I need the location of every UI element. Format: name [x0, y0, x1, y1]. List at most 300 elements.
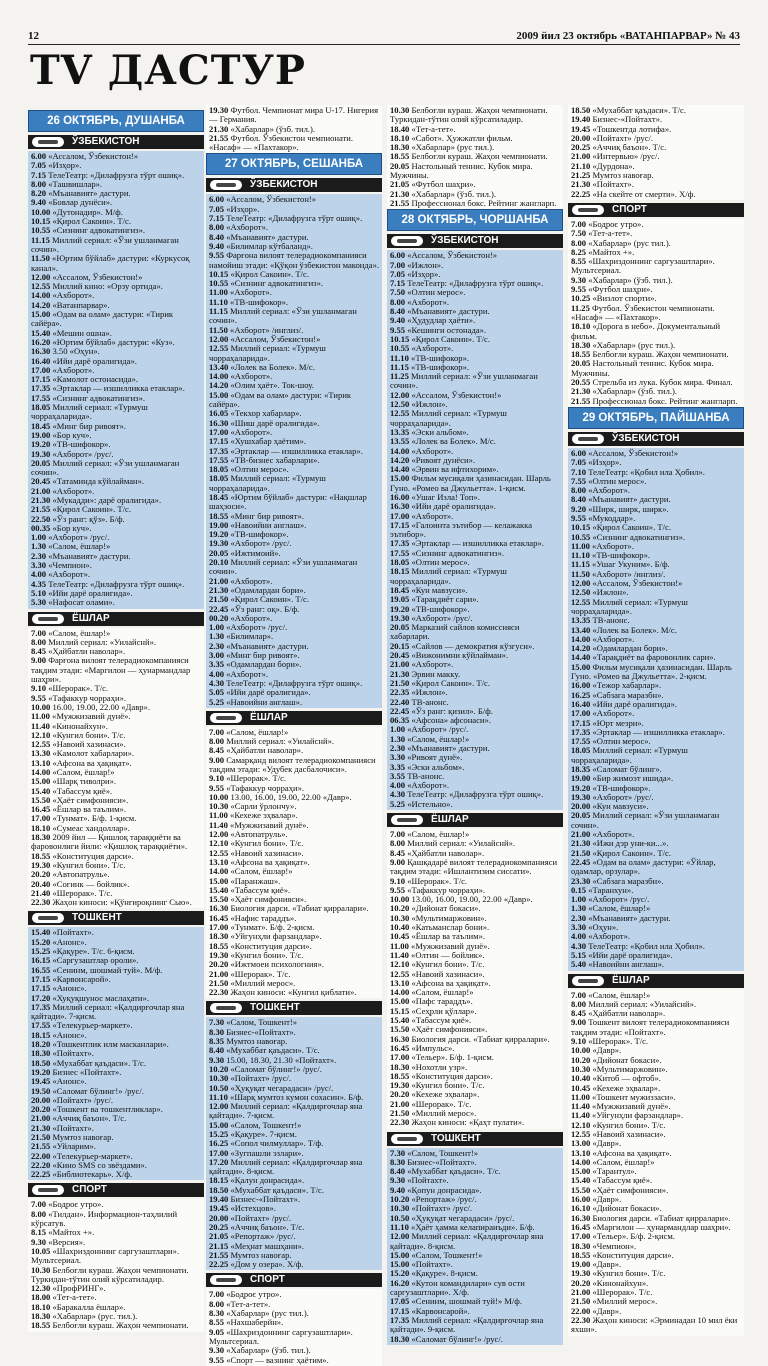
- program-title: Мумтоз навоғар.: [230, 1249, 292, 1260]
- program-time: 3.30: [390, 752, 408, 763]
- channel-header: [387, 1132, 563, 1146]
- program-item: [570, 960, 742, 969]
- program-title: Миллий сериал: «Ўзи ушланмаган сочин».: [390, 371, 538, 391]
- program-title: «Давр».: [592, 1305, 622, 1316]
- program-time: 10.50: [390, 1212, 412, 1223]
- program-title: «Сарли ўрлончу».: [230, 801, 297, 812]
- program-item: [30, 898, 202, 907]
- program-title: «Қақуре». 8-қисм.: [411, 1268, 478, 1279]
- program-time: 12.00: [209, 333, 231, 344]
- program-item: [208, 558, 380, 577]
- program-time: 17.55: [31, 1020, 53, 1031]
- program-time: 21.30: [31, 1122, 53, 1133]
- program-title: «Карвонсарой».: [411, 1305, 470, 1316]
- program-time: 17.35: [571, 726, 593, 737]
- program-item: [570, 858, 742, 877]
- program-title: «Изҳор».: [407, 268, 441, 279]
- program-title: «Текхор хабарлар».: [230, 408, 302, 419]
- program-title: Миллий сериал: «Ўзи ушланмаган сочин».: [209, 306, 357, 326]
- program-title: «На скейте от смерти». Х/ф.: [592, 188, 696, 199]
- program-time: 15.00: [31, 309, 53, 320]
- program-time: 16.45: [209, 912, 231, 923]
- program-list: [206, 727, 382, 999]
- program-title: «Салом, Тошкент!»: [411, 1249, 483, 1260]
- program-title: «Истехцов».: [230, 1203, 276, 1214]
- program-title: «Тунмат». Б/ф. 1-қисм.: [52, 813, 137, 824]
- program-time: 8.00: [31, 1208, 49, 1219]
- program-title: «Пойтахт».: [407, 1175, 449, 1186]
- program-time: 18.10: [571, 321, 593, 332]
- program-time: 19.30: [571, 791, 593, 802]
- channel-name: ТОШКЕНТ: [72, 912, 122, 924]
- channel-logo-icon: [391, 236, 423, 246]
- program-time: 22.45: [571, 856, 593, 867]
- channel-header: [568, 974, 744, 988]
- program-title: «Сопол чилмуллар». Т/ф.: [230, 1138, 324, 1149]
- program-title: «Кунгил бони». Т/с.: [230, 949, 304, 960]
- program-time: 19.00: [571, 1259, 593, 1270]
- program-time: 15.40: [31, 327, 53, 338]
- program-title: Миллий сериал: «Турмуш чорраҳаларида».: [390, 566, 507, 586]
- program-title: «ТВ-шифокор».: [411, 361, 470, 372]
- program-time: 18.20: [31, 1039, 53, 1050]
- program-title: «Хабарлар» (ўзб. тил.).: [226, 1345, 311, 1356]
- program-list: [206, 1017, 382, 1270]
- program-title: «Ташвишлар».: [48, 178, 103, 189]
- program-time: 16.55: [31, 964, 53, 975]
- program-item: [30, 1210, 202, 1229]
- program-title: «Мъанавият» дастури.: [407, 306, 490, 317]
- program-list: [568, 990, 744, 1336]
- program-time: 8.45: [31, 646, 49, 657]
- program-time: 10.45: [571, 1082, 593, 1093]
- program-title: «Тошкент мужиззаси».: [592, 1091, 676, 1102]
- program-title: «Ижлон».: [411, 399, 448, 410]
- program-title: «Тет-а-тет».: [588, 228, 633, 239]
- program-title: «Эски альбом».: [407, 761, 465, 772]
- program-title: «Автопатруль».: [230, 829, 288, 840]
- program-time: 14.20: [209, 380, 231, 391]
- program-title: «Саломат бўлинг!» /рус/.: [52, 1085, 144, 1096]
- program-title: Бизнес-«Пойтахт».: [226, 1026, 296, 1037]
- program-item: [208, 307, 380, 326]
- program-time: 20.05: [209, 547, 231, 558]
- program-title: «Ўз ранг: оқ». Б/ф.: [230, 603, 300, 614]
- program-title: Белбоғли кураш. Жаҳон чемпионати.: [52, 1320, 189, 1331]
- program-title: «Сабзага маразбн».: [592, 875, 664, 886]
- program-item: [570, 746, 742, 765]
- program-time: 13.55: [390, 436, 412, 447]
- channel-name: ЎЗБЕКИСТОН: [431, 235, 499, 247]
- program-time: 19.20: [390, 603, 412, 614]
- program-title: «Ахборот» /рус/.: [52, 448, 114, 459]
- program-list: [28, 1199, 204, 1331]
- program-time: 21.30: [209, 584, 231, 595]
- program-title: «Навоийни англаш».: [588, 959, 665, 970]
- program-time: 7.15: [31, 169, 49, 180]
- program-time: 21.55: [571, 395, 593, 406]
- program-time: 11.10: [390, 1221, 412, 1232]
- program-time: 5.10: [31, 587, 49, 598]
- program-title: «Визлот спорти».: [592, 293, 657, 304]
- program-time: 16.20: [390, 1277, 412, 1288]
- program-time: 12.10: [31, 729, 53, 740]
- program-item: [30, 254, 202, 273]
- program-title: Миллий сериал: «Қалдирғочлар яна қайтади». 8-қисм.: [390, 1231, 544, 1251]
- program-time: 21.10: [571, 160, 593, 171]
- program-title: «Ассалом, Ўзбекистон!»: [230, 333, 321, 344]
- program-time: 20.05: [31, 457, 53, 468]
- program-item: [208, 1328, 380, 1347]
- program-time: 11.15: [209, 306, 231, 317]
- program-time: 13.10: [209, 856, 231, 867]
- program-time: 8.20: [31, 188, 49, 199]
- program-time: 16.30: [390, 1033, 412, 1044]
- program-title: «Мухаббат қаъдаси». Т/с.: [592, 105, 686, 115]
- program-time: 11.40: [571, 1101, 593, 1112]
- program-title: «Тошкент ва тошкентликлар».: [52, 1104, 163, 1115]
- program-title: «Кунгил бони». Т/с.: [230, 838, 304, 849]
- program-title: «Одамлардан бори».: [230, 584, 306, 595]
- program-title: «Импульс».: [411, 1042, 455, 1053]
- program-title: «Ахборот» /инглиз/.: [230, 324, 304, 335]
- program-time: 7.00: [571, 989, 589, 1000]
- program-title: «Мухаббат қаъдаси». Т/с.: [407, 1166, 501, 1177]
- program-title: «Кунгил бони». Т/с.: [411, 1080, 485, 1091]
- program-time: 12.00: [390, 389, 412, 400]
- program-time: 20.45: [390, 650, 412, 661]
- program-title: «Эртаклар — изшилликка етаклар».: [592, 726, 725, 737]
- program-title: Миллий кино: «Орзу ортида».: [52, 281, 163, 292]
- program-title: «Версия».: [48, 1236, 86, 1247]
- program-item: [208, 134, 380, 153]
- program-title: «Одамлардан бори».: [226, 659, 302, 670]
- program-title: «ТВ-шифокор».: [230, 529, 289, 540]
- program-title: «Мужжизавий дунё».: [592, 1101, 671, 1112]
- program-title: «Олтин мерос».: [588, 475, 647, 486]
- program-time: 16.25: [209, 1138, 231, 1149]
- program-time: 8.15: [31, 1227, 49, 1238]
- program-time: 20.10: [209, 557, 231, 568]
- channel-name: ЎЗБЕКИСТОН: [250, 179, 318, 191]
- program-title: ТВ-анонс.: [592, 615, 630, 626]
- program-time: 15.50: [31, 794, 53, 805]
- program-time: 19.30: [209, 949, 231, 960]
- program-time: 1.00: [209, 622, 227, 633]
- program-time: 12.55: [209, 847, 231, 858]
- program-title: «Ахборот».: [48, 569, 91, 580]
- program-time: 17.05: [390, 1296, 412, 1307]
- program-time: 8.40: [390, 306, 408, 317]
- program-item: [389, 372, 561, 391]
- program-time: 22.25: [31, 1169, 53, 1180]
- program-title: «Майтоx +».: [588, 246, 635, 257]
- program-time: 20.05: [390, 622, 412, 633]
- program-title: «Бор куч».: [52, 429, 92, 440]
- program-time: 19.20: [31, 439, 53, 450]
- program-title: ТВ-анонс.: [411, 696, 449, 707]
- program-title: «Футбол шаҳри».: [411, 179, 476, 190]
- program-title: «Ижтимоий».: [230, 547, 281, 558]
- program-title: «Ижтмоеи психологния».: [230, 959, 324, 970]
- program-title: «Хабарлар» (ўзб. тил.).: [592, 386, 678, 397]
- program-time: 19.40: [571, 114, 593, 125]
- program-title: «Олтин мерос».: [230, 464, 289, 475]
- program-title: «Мультимаржовин».: [411, 912, 487, 923]
- program-title: «Анонс».: [52, 936, 87, 947]
- program-title: Фильм мусиқали ҳазинасидан. Шарль Гуно. «Ромео ва Джульетта». 1-қисм.: [390, 473, 551, 493]
- program-time: 18.30: [31, 832, 53, 843]
- program-title: «Пойтахт».: [411, 1259, 453, 1270]
- program-time: 10.00: [390, 894, 412, 905]
- program-time: 10.15: [209, 268, 231, 279]
- program-item: [208, 1102, 380, 1121]
- program-time: 18.05: [31, 402, 53, 413]
- program-time: 18.55: [571, 349, 593, 360]
- program-time: 19.45: [571, 123, 593, 134]
- program-time: 16.45: [571, 1221, 593, 1232]
- program-time: 16.15: [31, 955, 53, 966]
- program-title: «Аччиқ баъон». Т/с.: [592, 142, 667, 153]
- program-item: [570, 359, 742, 378]
- program-title: Миллий сериал: «Қалдирғочлар яна қайтади». 8-қисм.: [209, 1156, 363, 1177]
- program-title: «Юртим бўйлаб» дастури: «Нақшлар шаҳзоси».: [209, 491, 367, 512]
- program-title: «Салом, Тошкент!»: [230, 1119, 302, 1130]
- channel-header: [568, 203, 744, 217]
- program-title: «Ахборот».: [407, 296, 450, 307]
- program-title: «Ийи дарё оралигида».: [588, 949, 673, 960]
- program-time: 7.00: [31, 1199, 49, 1210]
- program-title: «Минг бир ривоят».: [226, 650, 300, 661]
- program-time: 9.30: [209, 1054, 227, 1065]
- program-item: [389, 623, 561, 642]
- program-title: «Мъанавият» дастури.: [226, 640, 309, 651]
- program-title: «Хабарлар» (ўзб. тил.).: [230, 123, 316, 134]
- program-time: 11.10: [390, 352, 412, 363]
- program-title: «Футбол шаҳри».: [588, 284, 653, 295]
- program-list: [387, 1148, 563, 1345]
- program-title: «Салом, ёшлар!»: [407, 733, 470, 744]
- day-header: 28 ОКТЯБРЬ, ЧОРШАНБА: [387, 209, 563, 231]
- program-time: 14.00: [390, 445, 412, 456]
- program-item: [30, 598, 202, 607]
- program-time: 4.35: [31, 578, 49, 589]
- program-title: «Шахриздоннинг саргузаштлари». Мультсериал.: [571, 256, 715, 276]
- program-list: [568, 219, 744, 407]
- program-title: «Салом, ёшлар!»: [226, 726, 289, 737]
- program-time: 12.55: [571, 1128, 593, 1139]
- program-title: «Шарқ тиволри».: [52, 776, 117, 787]
- program-time: 14.00: [209, 866, 231, 877]
- program-time: 17.00: [209, 922, 231, 933]
- program-title: «Салом, Тошкент!»: [226, 1017, 298, 1028]
- program-time: 21.00: [390, 659, 412, 670]
- program-title: «Навоий хазинаси».: [52, 739, 126, 750]
- program-title: «Изҳор».: [226, 203, 260, 214]
- program-title: «Ахборот».: [592, 829, 635, 840]
- program-time: 20.00: [31, 1094, 53, 1105]
- program-title: «Ахборот».: [411, 659, 454, 670]
- program-item: [30, 1266, 202, 1285]
- program-time: 21.30: [390, 668, 412, 679]
- channel-logo-icon: [210, 713, 242, 723]
- program-time: 10.00: [209, 791, 231, 802]
- program-title: ТелеТеатр: «Дилафрузга тўрт ошиқ».: [226, 213, 363, 224]
- program-title: «Ийи дарё оралигида».: [48, 587, 133, 598]
- program-title: Миллий сериал: «Уилайснй».: [48, 636, 157, 647]
- program-time: 12.55: [209, 343, 231, 354]
- program-title: «Ийи дарё оралигида».: [592, 698, 677, 709]
- program-title: «Ахборот».: [230, 612, 273, 623]
- program-time: 20.20: [209, 959, 231, 970]
- program-time: 4.00: [31, 569, 49, 580]
- program-time: 16.40: [31, 355, 53, 366]
- program-time: 12.10: [571, 1119, 593, 1130]
- program-title: «Согинк — бойлик».: [52, 878, 130, 889]
- channel-header: [387, 813, 563, 827]
- program-title: «Ўз ранг: қўз». Б/ф.: [52, 513, 125, 524]
- program-time: 10.55: [31, 225, 53, 236]
- program-item: [389, 858, 561, 877]
- program-title: «Шиш дарё оралигида».: [230, 417, 320, 428]
- program-title: «Истельно».: [407, 798, 453, 809]
- program-time: 15.40: [31, 785, 53, 796]
- program-title: «Кутон командилари» сув ости саргузаштлари». Х/ф.: [390, 1277, 525, 1298]
- program-title: Фильм мусиқали ҳазинасидан. Шарль Гуно. «Ромео ва Джульетта». 2-қисм.: [571, 661, 732, 682]
- program-time: 19.30: [209, 538, 231, 549]
- program-item: [30, 236, 202, 255]
- program-title: «Ахборот».: [411, 445, 454, 456]
- program-time: 17.00: [31, 813, 53, 824]
- program-time: 8.00: [571, 485, 589, 496]
- program-time: 18.30: [571, 339, 593, 350]
- program-time: 9.55: [31, 692, 49, 703]
- program-title: «Хуқуқшунос маслаҳати».: [52, 992, 149, 1003]
- program-time: 18.15: [31, 1029, 53, 1040]
- program-time: 5.40: [571, 959, 589, 970]
- program-title: «Кехеже эҳвалар».: [592, 1082, 661, 1093]
- program-time: 8.00: [571, 237, 589, 248]
- program-time: 20.00: [571, 132, 593, 143]
- program-title: Миллий сериал: «Турмуш чорраҳаларида».: [571, 745, 688, 765]
- program-time: 15.40: [209, 884, 231, 895]
- program-title: «Ахборот».: [226, 668, 269, 679]
- program-time: 20.55: [571, 377, 593, 388]
- program-time: 21.50: [31, 1131, 53, 1142]
- program-title: Стрельба из лука. Кубок мира. Финал.: [592, 377, 733, 388]
- program-title: Миллий сериал: «Турмуш чорраҳаларида».: [31, 402, 148, 422]
- program-title: «Чемпион».: [48, 560, 92, 571]
- program-item: [389, 1279, 561, 1298]
- program-title: Профессионал бокс. Рейтинг жангларп.: [592, 395, 738, 406]
- program-title: «Ассалом, Ўзбекистон!»: [407, 250, 498, 261]
- channel-header: [28, 1183, 204, 1197]
- program-time: 21.30: [390, 188, 412, 199]
- program-time: 9.10: [390, 875, 408, 886]
- program-title: «Изҳор».: [48, 160, 82, 171]
- program-title: «Оҳун».: [588, 922, 619, 933]
- program-title: «Ассалом, Ўзбекистон!»: [592, 578, 683, 589]
- program-title: «Ахборот».: [592, 633, 635, 644]
- program-title: ТелеТеатр: «Дилафрузга тўрт ошиқ».: [48, 578, 185, 589]
- program-time: 10.15: [571, 522, 593, 533]
- program-title: Жаҳон киноси: «Қаҳт пулати».: [411, 1117, 525, 1128]
- program-title: «Шерорак». Т/с.: [226, 773, 287, 784]
- channel-header: [28, 911, 204, 925]
- program-time: 4.00: [209, 668, 227, 679]
- program-title: «Мъанавият» дастури.: [48, 188, 131, 199]
- program-time: 13.40: [571, 624, 593, 635]
- program-time: 18.45: [390, 584, 412, 595]
- channel-header: [568, 432, 744, 446]
- program-title: «Ахборот».: [230, 426, 273, 437]
- program-time: 8.00: [31, 178, 49, 189]
- program-time: 22.35: [390, 687, 412, 698]
- carryover-list: [387, 105, 563, 209]
- program-list: [387, 829, 563, 1129]
- program-title: «Ахборот» /рус/.: [226, 622, 288, 633]
- program-time: 18.30: [31, 1311, 53, 1322]
- channel-logo-icon: [572, 434, 604, 444]
- program-item: [389, 199, 561, 208]
- program-time: 9.55: [209, 782, 227, 793]
- program-item: [389, 567, 561, 586]
- program-title: Эрвин маккy.: [411, 668, 461, 679]
- program-time: 13.00: [571, 1138, 593, 1149]
- program-title: «Қирол Сакоин». Т/с.: [592, 522, 672, 533]
- program-title: «Давр».: [592, 1194, 622, 1205]
- program-title: «Тафаккур чорраҳи».: [226, 782, 305, 793]
- program-title: «Ҳайбатли наволар».: [407, 847, 485, 858]
- program-title: «Ахборот» /рус/.: [407, 724, 469, 735]
- program-title: «Салом, ёшлар!»: [407, 829, 470, 840]
- program-title: «Эрвин ва ифтихорим».: [411, 464, 499, 475]
- program-title: «Тарантул».: [592, 1166, 637, 1177]
- program-title: «Вижонимни кўйлайман».: [411, 650, 509, 661]
- program-title: «Ҳаёт симфонияси».: [411, 1024, 488, 1035]
- program-time: 17.55: [390, 547, 412, 558]
- program-time: 11.00: [209, 810, 231, 821]
- program-time: 12.55: [390, 968, 412, 979]
- program-title: 13.00, 16.00, 19.00, 22.00 «Давр».: [230, 791, 352, 802]
- channel-header: [206, 178, 382, 192]
- program-title: «Шерорак». Т/с.: [407, 875, 468, 886]
- program-time: 17.35: [31, 1001, 53, 1012]
- program-time: 9.30: [390, 1175, 408, 1186]
- program-title: «Мужжизавий дунё».: [230, 819, 309, 830]
- program-time: 13.30: [31, 748, 53, 759]
- program-time: 14.00: [209, 371, 231, 382]
- program-time: 10.30: [571, 1063, 593, 1074]
- program-time: 21.30: [571, 386, 593, 397]
- program-item: [389, 1335, 561, 1344]
- channel-name: СПОРТ: [250, 1274, 285, 1286]
- program-time: 7.10: [571, 466, 589, 477]
- program-time: 14.20: [571, 643, 593, 654]
- program-time: 14.40: [390, 464, 412, 475]
- program-time: 19.05: [390, 594, 412, 605]
- program-title: «Пойтахт» /рус/.: [411, 1203, 473, 1214]
- program-title: ТВ-анонс.: [407, 770, 445, 781]
- program-title: «Ҳаёт симфонияси».: [230, 894, 307, 905]
- program-time: 17.00: [209, 426, 231, 437]
- program-title: «Ахборот».: [226, 222, 269, 233]
- program-time: 8.00: [209, 1298, 227, 1309]
- program-title: «Хабарлар» (рус тил.).: [411, 142, 495, 153]
- channel-name: ЁШЛАР: [612, 974, 650, 986]
- program-title: «Ахборот».: [407, 780, 450, 791]
- program-title: «Олтин мерос».: [592, 736, 651, 747]
